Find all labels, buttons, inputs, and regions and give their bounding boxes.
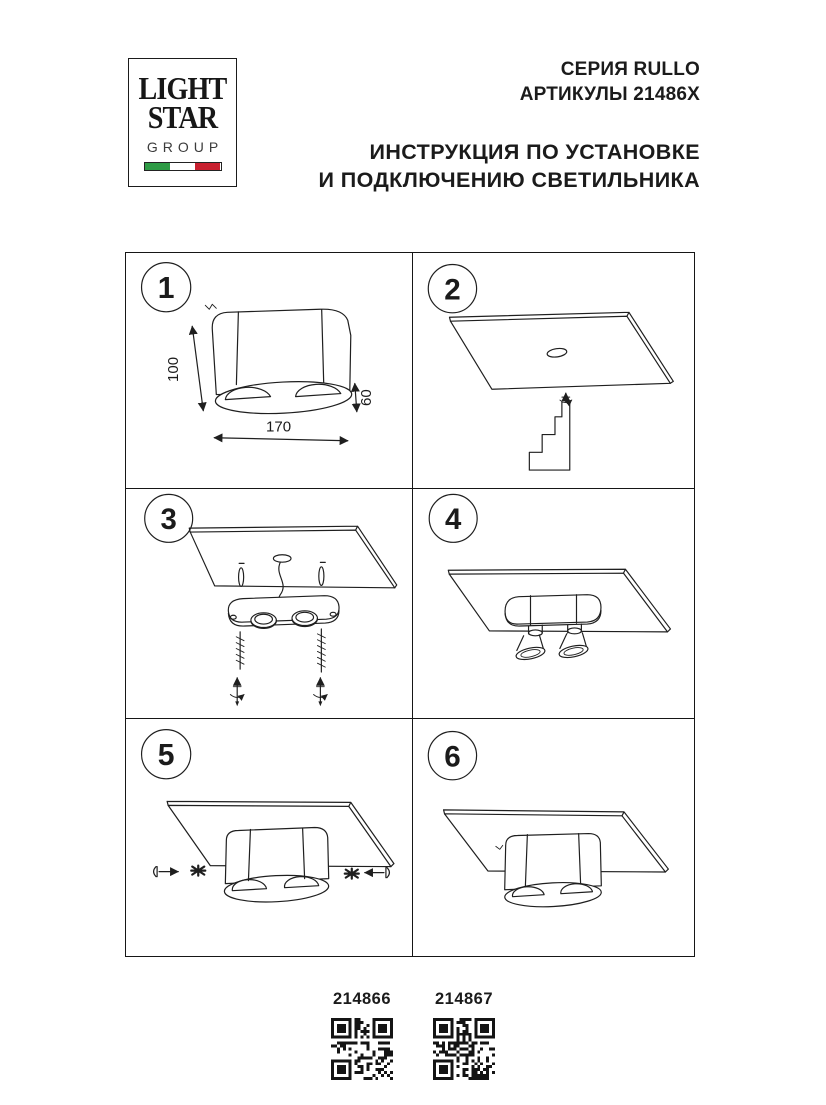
step1-drawing — [126, 253, 412, 488]
svg-text:2: 2 — [444, 273, 461, 307]
step-number-badge — [142, 730, 191, 779]
product-left — [331, 990, 393, 1085]
threaded-rod-right — [317, 629, 325, 672]
screw-slot-left — [239, 568, 244, 587]
svg-text:4: 4 — [445, 503, 462, 537]
qr-code — [433, 1018, 495, 1080]
dimension-width — [214, 419, 347, 441]
step6-drawing — [413, 719, 694, 956]
step-number-badge — [428, 265, 476, 313]
steps-grid — [125, 252, 695, 957]
step-number-badge — [428, 732, 476, 780]
step-number-badge — [145, 494, 193, 542]
svg-text:5: 5 — [157, 739, 175, 773]
instruction-title — [319, 138, 700, 194]
series-title: СЕРИЯ RULLO — [560, 59, 700, 80]
step-panel-3 — [126, 489, 413, 719]
step-panel-2 — [413, 253, 694, 489]
flag-white-stripe — [170, 163, 195, 170]
instruction-title-line2: И ПОДКЛЮЧЕНИЮ СВЕТИЛЬНИКА — [318, 168, 700, 192]
step-panel-1 — [126, 253, 413, 489]
rotation-screw-icon — [560, 393, 572, 402]
fixture-isometric-drawing — [205, 304, 352, 416]
italian-flag-icon — [144, 162, 222, 171]
step-panel-6 — [413, 719, 694, 956]
svg-text:1: 1 — [157, 272, 175, 306]
screw-slot-right — [319, 567, 324, 586]
instruction-title-line1: ИНСТРУКЦИЯ ПО УСТАНОВКЕ — [369, 140, 700, 164]
screw-icon-left — [230, 678, 244, 706]
step3-drawing — [126, 489, 412, 718]
logo-word-light: LIGHT — [138, 70, 227, 106]
svg-text:100: 100 — [165, 356, 183, 383]
starburst-icon-right — [345, 869, 359, 879]
ceiling-tile-drawing — [189, 526, 396, 588]
flag-red-stripe — [195, 163, 220, 170]
logo-word-star: STAR — [147, 99, 218, 135]
fixture-body-drawing — [496, 834, 602, 909]
qr-code — [331, 1018, 393, 1080]
step2-drawing — [413, 253, 694, 488]
svg-text:60: 60 — [357, 389, 375, 406]
dimension-height — [165, 326, 203, 410]
svg-text:170: 170 — [265, 418, 292, 436]
product-right — [433, 990, 495, 1085]
product-code: 214867 — [434, 990, 494, 1008]
svg-text:3: 3 — [160, 503, 177, 537]
fixture-body-drawing — [224, 827, 330, 904]
step4-drawing — [413, 489, 694, 718]
header-titles — [319, 57, 700, 194]
step-panel-5 — [126, 719, 413, 956]
step-number-badge — [429, 494, 477, 542]
side-screw-left — [154, 867, 179, 877]
product-code: 214866 — [332, 990, 392, 1008]
fixture-base-drawing — [228, 596, 339, 629]
fixture-base-drawing — [505, 595, 601, 626]
side-screw-right — [365, 868, 390, 878]
brand-logo — [128, 58, 237, 187]
svg-text:6: 6 — [444, 740, 461, 774]
product-codes-footer — [0, 990, 826, 1085]
threaded-rod-left — [236, 632, 244, 669]
flag-green-stripe — [145, 163, 170, 170]
dimension-depth — [355, 384, 375, 412]
logo-word-group: GROUP — [146, 139, 224, 155]
step-panel-4 — [413, 489, 694, 719]
step5-drawing — [126, 719, 412, 956]
screw-icon-right — [314, 678, 328, 706]
step-number-badge — [142, 263, 191, 312]
screw-mark-icon — [205, 304, 216, 309]
step-drill-icon — [529, 393, 571, 470]
ceiling-tile-drawing — [449, 312, 673, 389]
articles-title: АРТИКУЛЫ 21486X — [519, 84, 700, 105]
wire-hole — [273, 555, 291, 562]
starburst-icon-left — [191, 866, 205, 876]
